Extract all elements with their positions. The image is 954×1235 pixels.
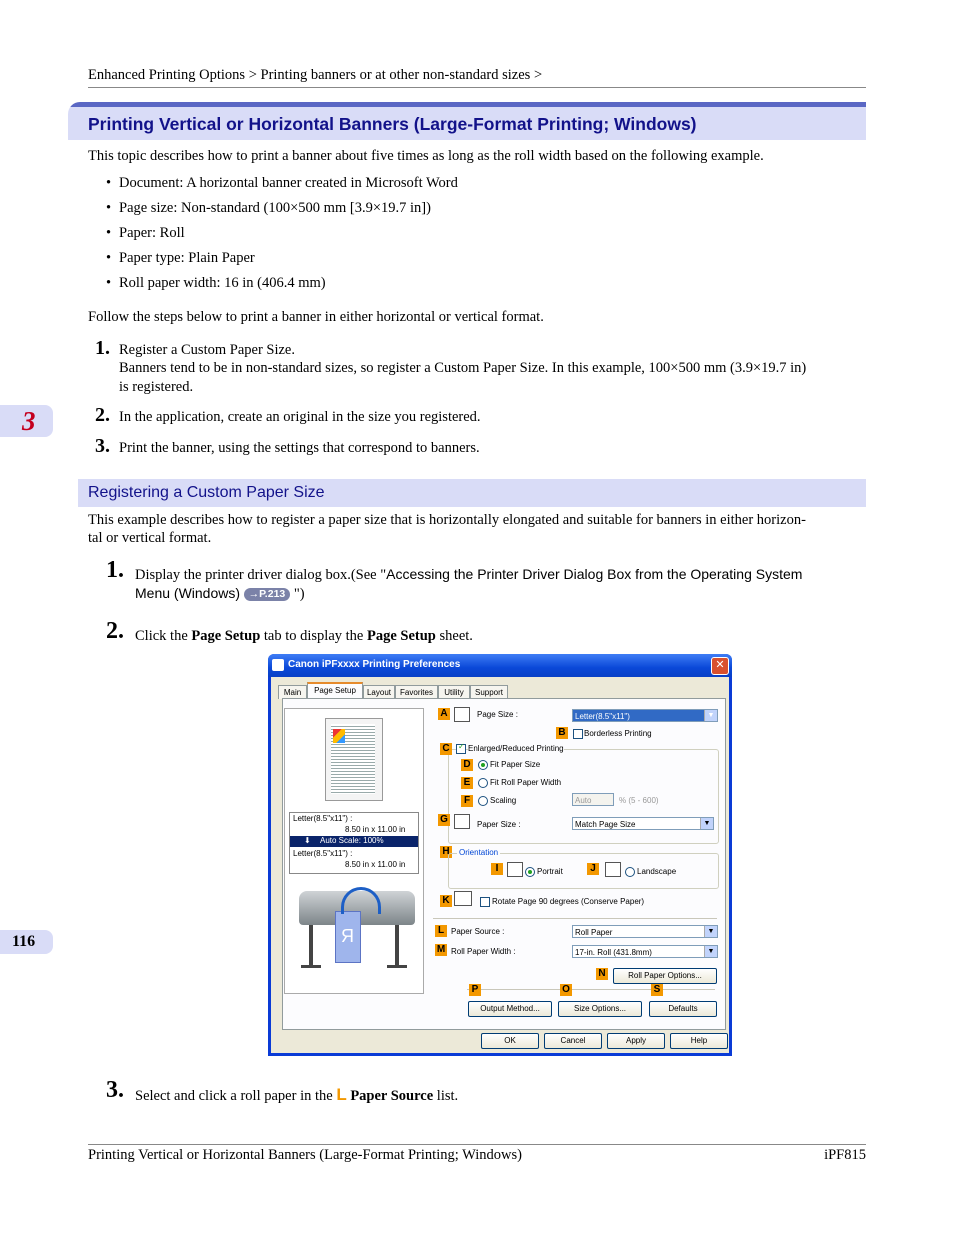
paper-source-label: Paper Source :	[451, 927, 505, 936]
dialog-title: Canon iPFxxxx Printing Preferences	[288, 659, 461, 670]
step-text-part: sheet.	[435, 628, 473, 644]
callout-h: H	[440, 846, 452, 858]
callout-b: B	[556, 727, 568, 739]
paper-size-label: Paper Size :	[477, 820, 521, 829]
ui-term: Page Setup	[366, 628, 436, 644]
callout-m: M	[436, 944, 446, 955]
paper-size-select[interactable]	[572, 817, 714, 830]
borderless-label: Borderless Printing	[584, 729, 652, 738]
roll-width-value: 17-in. Roll (431.8mm)	[575, 948, 652, 957]
step-number: 3.	[95, 435, 110, 457]
fit-roll-label: Fit Roll Paper Width	[490, 778, 562, 787]
page-preview	[325, 718, 383, 801]
list-item: Paper: Roll	[119, 225, 185, 241]
callout-n: N	[596, 968, 608, 980]
landscape-icon	[605, 862, 621, 877]
printer-illustration	[291, 881, 419, 987]
chevron-down-icon[interactable]: ▼	[704, 710, 717, 721]
callout-i: I	[491, 863, 503, 875]
page-size-icon	[454, 707, 470, 722]
step-text	[135, 1086, 458, 1105]
dialog-title-bar	[268, 654, 732, 677]
step-text: is registered.	[119, 379, 194, 395]
intro-paragraph: This topic describes how to print a banner about five times as long as the roll width based on the following example.	[88, 148, 764, 164]
cross-reference-link[interactable]: Menu (Windows)	[135, 585, 241, 601]
tab-favorites[interactable]: Favorites	[395, 685, 438, 699]
ui-term: Page Setup	[191, 628, 261, 644]
step-text: In the application, create an original in the size you registered.	[119, 409, 481, 425]
step-text-part: list.	[433, 1088, 459, 1104]
callout-k: K	[440, 895, 452, 907]
step-text	[135, 627, 473, 645]
banner-output	[335, 911, 361, 963]
tab-utility[interactable]: Utility	[438, 685, 470, 699]
step-text-part: tab to display the	[260, 628, 367, 644]
tab-support[interactable]: Support	[470, 685, 508, 699]
subsection-intro: tal or vertical format.	[88, 530, 212, 546]
close-icon[interactable]: ✕	[711, 657, 729, 675]
printing-preferences-dialog	[268, 654, 732, 1056]
callout-e: E	[461, 777, 473, 789]
orientation-label: Orientation	[459, 848, 499, 857]
breadcrumb	[88, 67, 542, 84]
ok-button[interactable]: OK	[481, 1033, 539, 1049]
step-text-part: Click the	[135, 628, 192, 644]
output-size-label: Letter(8.5"x11") :	[293, 849, 353, 858]
header-divider	[88, 87, 866, 88]
page-setup-panel	[282, 698, 726, 1030]
footer-title: Printing Vertical or Horizontal Banners (Large-Format Printing; Windows)	[88, 1147, 522, 1163]
chevron-down-icon[interactable]: ▼	[704, 926, 717, 937]
printer-foot	[387, 965, 407, 968]
step-number: 1.	[106, 557, 124, 583]
step-text: Register a Custom Paper Size.	[119, 342, 295, 358]
step-text: Banners tend to be in non-standard sizes, so register a Custom Paper Size. In this example, 100×500 mm (3.9×19.7 in)	[119, 360, 807, 376]
roll-width-label: Roll Paper Width :	[451, 947, 516, 956]
preview-area	[284, 708, 424, 994]
landscape-label: Landscape	[637, 867, 677, 876]
enlarged-checkbox[interactable]: ✓	[456, 744, 466, 754]
step-text	[135, 565, 866, 584]
breadcrumb-separator: >	[533, 67, 543, 83]
scale-row	[290, 836, 418, 847]
chapter-number: 3	[22, 406, 36, 436]
list-item: Page size: Non-standard (100×500 mm [3.9×19.7 in])	[119, 200, 431, 216]
subsection-title: Registering a Custom Paper Size	[88, 484, 325, 501]
bullet: •	[106, 200, 112, 216]
page-size-label: Page Size :	[477, 710, 518, 719]
printer-stand	[395, 925, 399, 965]
landscape-radio[interactable]	[625, 867, 635, 877]
scaling-input[interactable]	[572, 793, 614, 806]
printer-icon	[272, 659, 284, 671]
footer-divider	[88, 1144, 866, 1145]
scaling-radio[interactable]	[478, 796, 488, 806]
page-number: 116	[12, 933, 36, 950]
paper-size-value: Match Page Size	[575, 820, 636, 829]
step-text: Print the banner, using the settings that correspond to banners.	[119, 440, 480, 456]
image-thumbnail-icon	[333, 729, 345, 743]
size-options-button[interactable]: Size Options...	[558, 1001, 642, 1017]
scaling-range: % (5 - 600)	[619, 796, 659, 805]
callout-a: A	[438, 708, 450, 720]
follow-paragraph: Follow the steps below to print a banner in either horizontal or vertical format.	[88, 309, 544, 325]
breadcrumb-link[interactable]: Printing banners or at other non-standard sizes	[260, 67, 531, 83]
page-number-tab	[0, 930, 53, 954]
page-title: Printing Vertical or Horizontal Banners (Large-Format Printing; Windows)	[88, 114, 697, 134]
borderless-checkbox[interactable]	[573, 729, 583, 739]
down-arrow-icon: ⬇	[304, 836, 311, 845]
breadcrumb-link[interactable]: Enhanced Printing Options	[88, 67, 246, 83]
tab-page-setup[interactable]: Page Setup	[307, 682, 363, 700]
portrait-icon	[507, 862, 523, 877]
bullet: •	[106, 275, 112, 291]
rotate-label: Rotate Page 90 degrees (Conserve Paper)	[492, 897, 645, 906]
chapter-tab	[0, 405, 53, 437]
divider	[433, 918, 717, 919]
callout-l: L	[435, 925, 447, 937]
roll-paper-options-button[interactable]: Roll Paper Options...	[613, 968, 717, 984]
subsection-intro: This example describes how to register a paper size that is horizontally elongated and suitable for banners in either horizon-	[88, 512, 806, 528]
callout-p: P	[469, 984, 481, 996]
bullet: •	[106, 225, 112, 241]
size-summary-box	[289, 812, 419, 874]
page-size-value: Letter(8.5"x11")	[575, 712, 630, 721]
subsection-title-bar	[78, 479, 866, 507]
portrait-label: Portrait	[537, 867, 563, 876]
callout-f: F	[461, 795, 473, 807]
original-size-value: 8.50 in x 11.00 in	[345, 825, 406, 834]
printer-foot	[301, 965, 321, 968]
banner-letter: R	[341, 926, 354, 946]
step-number: 2.	[106, 618, 124, 644]
output-size-value: 8.50 in x 11.00 in	[345, 860, 406, 869]
step-number: 1.	[95, 337, 110, 359]
defaults-button[interactable]: Defaults	[649, 1001, 717, 1017]
tab-layout[interactable]: Layout	[363, 685, 395, 699]
list-item: Roll paper width: 16 in (406.4 mm)	[119, 275, 326, 291]
fit-roll-radio[interactable]	[478, 778, 488, 788]
footer-model: iPF815	[824, 1147, 866, 1163]
paper-size-icon	[454, 814, 470, 829]
step-text-part: Display the printer driver dialog box.(See "	[135, 567, 387, 583]
callout-g: G	[438, 814, 450, 826]
callout-c: C	[440, 743, 452, 755]
step-text-part: Select and click a roll paper in the	[135, 1088, 337, 1104]
cancel-button[interactable]: Cancel	[544, 1033, 602, 1049]
tab-main[interactable]: Main	[278, 685, 307, 699]
printer-stand	[309, 925, 313, 965]
rotate-page-icon	[454, 891, 472, 906]
scaling-label: Scaling	[490, 796, 517, 805]
step-text	[135, 584, 305, 603]
paper-source-value: Roll Paper	[575, 928, 613, 937]
cross-reference-link[interactable]: Accessing the Printer Driver Dialog Box from the Operating System	[386, 566, 803, 582]
breadcrumb-separator: >	[248, 67, 257, 83]
rotate-checkbox[interactable]	[480, 897, 490, 907]
original-size-label: Letter(8.5"x11") :	[293, 814, 353, 823]
help-button[interactable]: Help	[670, 1033, 728, 1049]
portrait-radio[interactable]	[525, 867, 535, 877]
fit-paper-label: Fit Paper Size	[490, 760, 541, 769]
chevron-down-icon[interactable]: ▼	[704, 946, 717, 957]
auto-scale-label: Auto Scale: 100%	[320, 836, 384, 845]
fit-paper-radio[interactable]	[478, 760, 488, 770]
roll-width-select[interactable]	[572, 945, 718, 958]
bullet: •	[106, 175, 112, 191]
ui-term: Paper Source	[350, 1088, 434, 1104]
callout-s: S	[651, 984, 663, 996]
chevron-down-icon[interactable]: ▼	[700, 818, 713, 829]
dialog-body	[271, 677, 729, 1053]
list-item: Paper type: Plain Paper	[119, 250, 255, 266]
output-method-button[interactable]: Output Method...	[468, 1001, 552, 1017]
step-number: 2.	[95, 404, 110, 426]
bullet: •	[106, 250, 112, 266]
page-size-select[interactable]	[572, 709, 718, 722]
scaling-value: Auto	[575, 796, 592, 805]
list-item: Document: A horizontal banner created in Microsoft Word	[119, 175, 458, 191]
orientation-group	[448, 853, 719, 889]
paper-source-select[interactable]	[572, 925, 718, 938]
apply-button[interactable]: Apply	[607, 1033, 665, 1049]
page-reference-button[interactable]: →P.213	[244, 588, 291, 601]
callout-l-marker: L	[336, 1085, 347, 1104]
callout-d: D	[461, 759, 473, 771]
enlarged-label: Enlarged/Reduced Printing	[468, 744, 564, 753]
step-text-part: ")	[290, 586, 305, 602]
page-title-bar	[68, 102, 866, 140]
step-number: 3.	[106, 1077, 124, 1103]
callout-o: O	[560, 984, 572, 996]
divider	[467, 989, 715, 990]
callout-j: J	[587, 863, 599, 875]
